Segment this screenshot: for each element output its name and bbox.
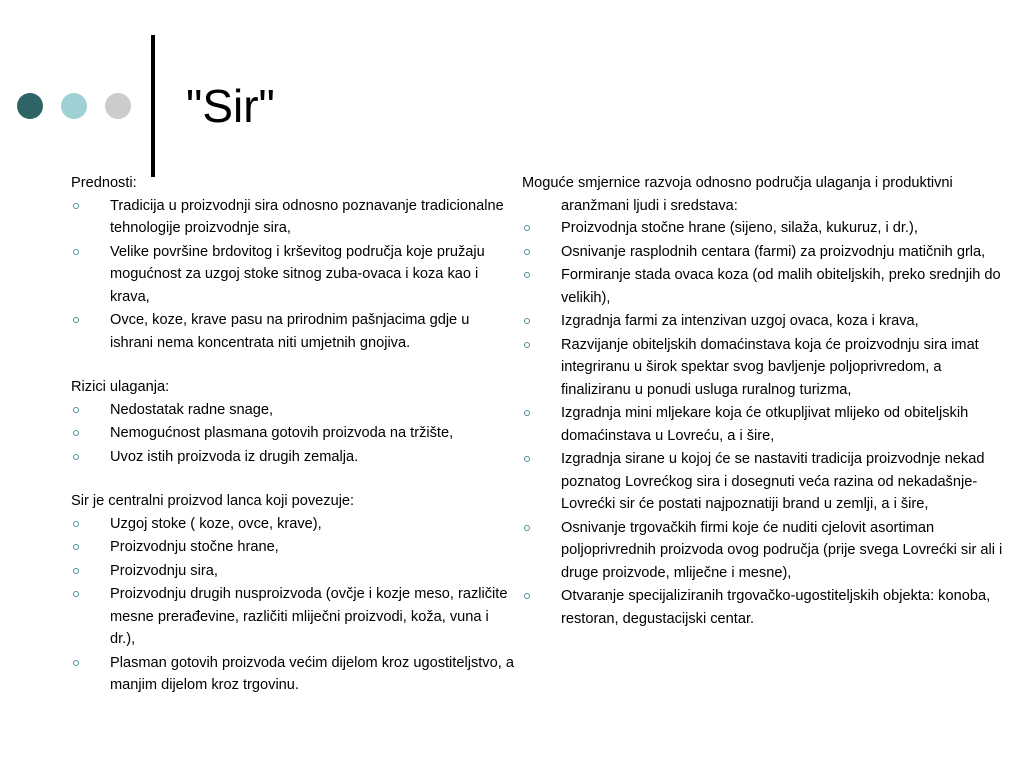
section-heading-prednosti: Prednosti:	[71, 175, 137, 191]
list-item: Proizvodnja stočne hrane (sijeno, silaža, kukuruz, i dr.),	[522, 217, 1007, 240]
circle-bullet-icon	[73, 430, 79, 436]
list-item: Formiranje stada ovaca koza (od malih obiteljskih, preko srednjih do velikih),	[522, 264, 1007, 309]
circle-bullet-icon	[73, 568, 79, 574]
circle-bullet-icon	[524, 456, 530, 462]
list-item: Osnivanje rasplodnih centara (farmi) za proizvodnju matičnih grla,	[522, 241, 1007, 264]
list-item: Razvijanje obiteljskih domaćinstava koja će proizvodnju sira imat integriranu u širok spektar svog bavljenje poljoprivredom, a finaliziranu u ponudi usluga ruralnog turizma,	[522, 334, 1007, 402]
list-item: Uvoz istih proizvoda iz drugih zemalja.	[71, 446, 516, 469]
circle-bullet-icon	[73, 203, 79, 209]
circle-bullet-icon	[73, 317, 79, 323]
circle-bullet-icon	[73, 454, 79, 460]
list-item: Izgradnja sirane u kojoj će se nastaviti tradicija proizvodnje nekad poznatog Lovrećkog sira i dosegnuti veća razina od nekadašnje-Lovrećki sir će postati najpoznatiji brand u zemlji, a i šire,	[522, 448, 1007, 516]
circle-bullet-icon	[524, 318, 530, 324]
list-item: Nemogućnost plasmana gotovih proizvoda na tržište,	[71, 422, 516, 445]
list-item: Ovce, koze, krave pasu na prirodnim pašnjacima gdje u ishrani nema koncentrata niti umjetnih gnojiva.	[71, 309, 516, 354]
list-item: Uzgoj stoke ( koze, ovce, krave),	[71, 513, 516, 536]
list-item: Izgradnja mini mljekare koja će otkupljivat mlijeko od obiteljskih domaćinstava u Lovreću, a i šire,	[522, 402, 1007, 447]
section-heading-smjernice: Moguće smjernice razvoja odnosno područja ulaganja i produktivni aranžmani ljudi i sredstava:	[522, 175, 953, 214]
circle-bullet-icon	[524, 225, 530, 231]
section-heading-lanac: Sir je centralni proizvod lanca koji povezuje:	[71, 493, 355, 509]
circle-bullet-icon	[73, 660, 79, 666]
list-item: Plasman gotovih proizvoda većim dijelom kroz ugostiteljstvo, a manjim dijelom kroz trgovinu.	[71, 652, 516, 697]
prednosti-list	[71, 195, 516, 355]
circle-bullet-icon	[524, 410, 530, 416]
list-item: Proizvodnju stočne hrane,	[71, 536, 516, 559]
slide-title: "Sir"	[186, 80, 275, 132]
light-teal-dot	[61, 93, 87, 119]
list-item: Otvaranje specijaliziranih trgovačko-ugostiteljskih objekta: konoba, restoran, degustacijski centar.	[522, 585, 1007, 630]
circle-bullet-icon	[73, 249, 79, 255]
section-heading-rizici: Rizici ulaganja:	[71, 379, 170, 395]
list-item: Izgradnja farmi za intenzivan uzgoj ovaca, koza i krava,	[522, 310, 1007, 333]
list-item: Tradicija u proizvodnji sira odnosno poznavanje tradicionalne tehnologije proizvodnje sira,	[71, 195, 516, 240]
rizici-list	[71, 399, 516, 469]
circle-bullet-icon	[524, 249, 530, 255]
circle-bullet-icon	[524, 593, 530, 599]
title-divider-line	[151, 35, 155, 177]
list-item: Osnivanje trgovačkih firmi koje će nuditi cjelovit asortiman poljoprivrednih proizvoda ovog područja (prije svega Lovrećki sir ali i druge proizvode, mliječne i mesne),	[522, 517, 1007, 585]
circle-bullet-icon	[524, 342, 530, 348]
circle-bullet-icon	[524, 525, 530, 531]
lanac-list	[71, 513, 516, 697]
right-column	[522, 172, 1007, 631]
list-item: Velike površine brdovitog i krševitog područja koje pružaju mogućnost za uzgoj stoke sitnog zuba-ovaca i koza kao i krava,	[71, 241, 516, 309]
circle-bullet-icon	[73, 591, 79, 597]
circle-bullet-icon	[73, 407, 79, 413]
circle-bullet-icon	[524, 272, 530, 278]
left-column	[71, 172, 516, 698]
list-item: Nedostatak radne snage,	[71, 399, 516, 422]
list-item: Proizvodnju sira,	[71, 560, 516, 583]
circle-bullet-icon	[73, 544, 79, 550]
smjernice-list	[522, 217, 1007, 630]
dark-teal-dot	[17, 93, 43, 119]
grey-dot	[105, 93, 131, 119]
circle-bullet-icon	[73, 521, 79, 527]
decorative-dots	[17, 93, 132, 121]
list-item: Proizvodnju drugih nusproizvoda (ovčje i kozje meso, različite mesne prerađevine, različiti mliječni proizvodi, koža, vuna i dr.),	[71, 583, 516, 651]
